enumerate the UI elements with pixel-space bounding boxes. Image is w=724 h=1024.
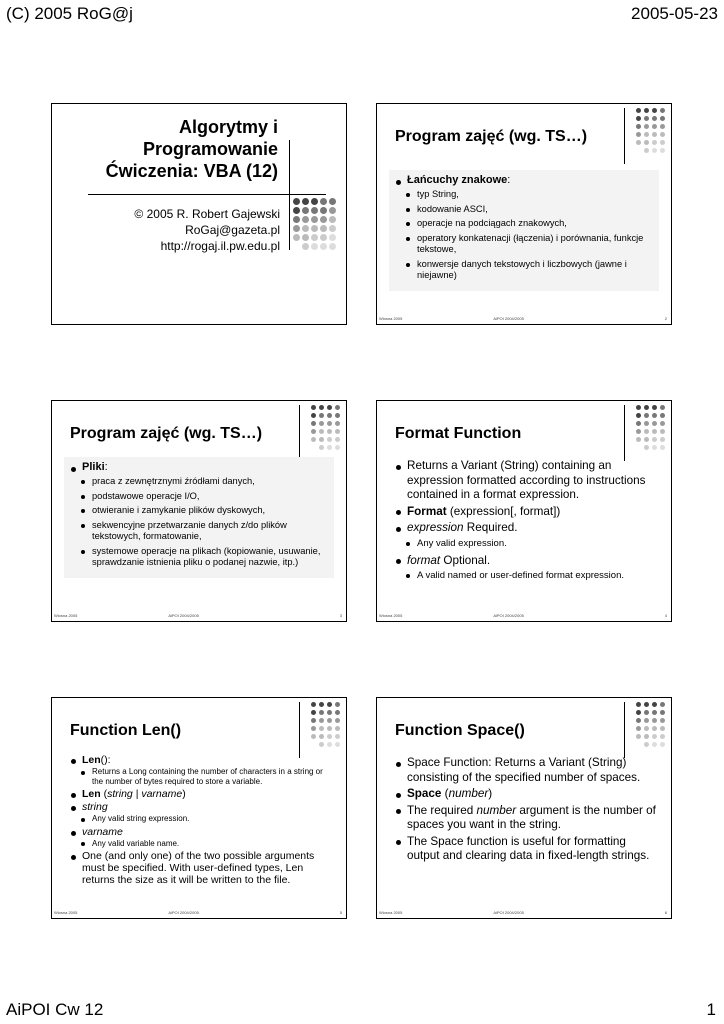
divider: [88, 194, 326, 195]
dot: [644, 116, 649, 121]
dot: [327, 726, 332, 731]
decorative-dots: [636, 702, 665, 747]
dot: [660, 726, 665, 731]
dot: [335, 718, 340, 723]
bullet: The Space function is useful for formatting output and clearing data in fixed-length strings.: [395, 835, 657, 864]
dot: [320, 216, 327, 223]
dot: [327, 429, 332, 434]
dot: [302, 216, 309, 223]
dot: [644, 445, 649, 450]
sub-bullet: typ String,: [405, 189, 653, 201]
dot: [636, 437, 641, 442]
dot: [636, 718, 641, 723]
dot: [636, 445, 641, 450]
dot: [652, 116, 657, 121]
dot: [644, 148, 649, 153]
dot: [319, 429, 324, 434]
bullet-panel: [389, 170, 659, 291]
decorative-dots: [636, 108, 665, 153]
dot: [636, 140, 641, 145]
divider: [624, 702, 625, 758]
bullet: Space (number): [395, 787, 657, 802]
dot: [660, 108, 665, 113]
dot: [660, 413, 665, 418]
dot: [311, 437, 316, 442]
slide-footer: Wiosna 2005 AiPOI 2004/2005 2: [379, 316, 667, 321]
dot: [319, 421, 324, 426]
dot: [335, 413, 340, 418]
page-header-left: (C) 2005 RoG@j: [6, 4, 133, 23]
dot: [319, 742, 324, 747]
divider: [299, 405, 300, 461]
dot: [652, 124, 657, 129]
dot: [327, 742, 332, 747]
dot: [335, 405, 340, 410]
dot: [644, 710, 649, 715]
dot: [311, 710, 316, 715]
dot: [652, 413, 657, 418]
dot: [644, 140, 649, 145]
dot: [660, 445, 665, 450]
dot: [302, 234, 309, 241]
dot: [636, 726, 641, 731]
dot: [636, 421, 641, 426]
dot: [302, 198, 309, 205]
slide-1: [51, 103, 347, 325]
dot: [293, 207, 300, 214]
bullet: The required number argument is the number of spaces you want in the string.: [395, 804, 657, 833]
dot: [644, 734, 649, 739]
dot: [636, 124, 641, 129]
page-header-date: 2005-05-23: [631, 4, 718, 23]
dot: [636, 702, 641, 707]
dot: [302, 243, 309, 250]
dot: [660, 429, 665, 434]
sub-bullet: Any valid expression.: [405, 538, 657, 550]
dot: [293, 198, 300, 205]
dot: [652, 445, 657, 450]
dot: [311, 225, 318, 232]
bullet: string: [70, 801, 332, 813]
dot: [644, 124, 649, 129]
dot: [652, 718, 657, 723]
dot: [335, 742, 340, 747]
dot: [293, 243, 300, 250]
divider: [299, 702, 300, 758]
dot: [636, 734, 641, 739]
sub-bullet: praca z zewnętrznymi źródłami danych,: [80, 476, 328, 488]
bullet-panel: [64, 457, 334, 578]
dot: [652, 108, 657, 113]
dot: [636, 132, 641, 137]
dot: [636, 429, 641, 434]
bullet: One (and only one) of the two possible arguments must be specified. With user-defined types, Len returns the size as it will be written to the file.: [70, 850, 332, 886]
title-line: Ćwiczenia: VBA (12): [105, 161, 278, 181]
divider: [289, 140, 290, 250]
bullet: Łańcuchy znakowe:: [395, 174, 653, 187]
dot: [311, 429, 316, 434]
dot: [311, 734, 316, 739]
dot: [660, 140, 665, 145]
dot: [652, 132, 657, 137]
dot: [327, 718, 332, 723]
dot: [644, 726, 649, 731]
dot: [311, 198, 318, 205]
slide-2: [376, 103, 672, 325]
slide-5: [51, 697, 347, 919]
dot: [660, 742, 665, 747]
dot: [660, 702, 665, 707]
slide-footer: Wiosna 2005 AiPOI 2004/2005 4: [379, 613, 667, 618]
dot: [327, 734, 332, 739]
bullet: format Optional.: [395, 554, 657, 569]
dot: [636, 405, 641, 410]
sub-bullet: Returns a Long containing the number of characters in a string or the number of bytes required to store a variable.: [80, 767, 332, 786]
dot: [644, 132, 649, 137]
sub-bullet: podstawowe operacje I/O,: [80, 491, 328, 503]
dot: [311, 421, 316, 426]
dot: [644, 437, 649, 442]
dot: [311, 742, 316, 747]
dot: [327, 405, 332, 410]
sub-bullet: konwersje danych tekstowych i liczbowych (jawne i niejawne): [405, 259, 653, 282]
bullet: varname: [70, 826, 332, 838]
dot: [636, 413, 641, 418]
dot: [311, 718, 316, 723]
dot: [335, 710, 340, 715]
dot: [636, 710, 641, 715]
dot: [644, 421, 649, 426]
dot: [329, 243, 336, 250]
slide-footer: Wiosna 2005 AiPOI 2004/2005 6: [379, 910, 667, 915]
slide-title: Function Space(): [395, 722, 525, 739]
dot: [636, 116, 641, 121]
dot: [302, 225, 309, 232]
dot: [652, 702, 657, 707]
dot: [329, 234, 336, 241]
dot: [311, 726, 316, 731]
dot: [335, 734, 340, 739]
sub-bullet: otwieranie i zamykanie plików dyskowych,: [80, 505, 328, 517]
dot: [335, 429, 340, 434]
bullet: Returns a Variant (String) containing an expression formatted according to instructions contained in a format expression.: [395, 459, 657, 503]
dot: [327, 445, 332, 450]
dot: [311, 234, 318, 241]
sub-bullet: sekwencyjne przetwarzanie danych z/do plików tekstowych, formatowanie,: [80, 520, 328, 543]
dot: [652, 421, 657, 426]
slide-title: [106, 116, 278, 182]
sub-bullet: operacje na podciągach znakowych,: [405, 218, 653, 230]
dot: [660, 710, 665, 715]
dot: [319, 734, 324, 739]
dot: [329, 225, 336, 232]
dot: [319, 710, 324, 715]
dot: [319, 413, 324, 418]
dot: [660, 132, 665, 137]
copyright-line: © 2005 R. Robert Gajewski: [134, 207, 280, 221]
dot: [636, 148, 641, 153]
sub-bullet: operatory konkatenacji (łączenia) i porównania, funkcje tekstowe,: [405, 233, 653, 256]
dot: [660, 718, 665, 723]
url-line: http://rogaj.il.pw.edu.pl: [160, 239, 280, 253]
dot: [319, 405, 324, 410]
dot: [319, 437, 324, 442]
dot: [652, 148, 657, 153]
dot: [319, 445, 324, 450]
dot: [293, 234, 300, 241]
dot: [652, 437, 657, 442]
dot: [329, 216, 336, 223]
dot: [335, 702, 340, 707]
dot: [311, 243, 318, 250]
bullet: Space Function: Returns a Variant (String) consisting of the specified number of spaces.: [395, 756, 657, 785]
dot: [652, 429, 657, 434]
dot: [644, 742, 649, 747]
dot: [644, 405, 649, 410]
slide-title: Program zajęć (wg. TS…): [395, 128, 588, 145]
dot: [320, 243, 327, 250]
dot: [319, 702, 324, 707]
dot: [335, 726, 340, 731]
sub-bullet: systemowe operacje na plikach (kopiowanie, usuwanie, sprawdzanie istnienia pliku o podanej nazwie, itp.): [80, 546, 328, 569]
dot: [652, 405, 657, 410]
dot: [320, 225, 327, 232]
bullet: Pliki:: [70, 461, 328, 474]
page-number: 1: [706, 1000, 716, 1019]
dot: [327, 702, 332, 707]
dot: [652, 140, 657, 145]
sub-bullet: Any valid string expression.: [80, 814, 332, 824]
dot: [660, 116, 665, 121]
slide-title: Format Function: [395, 425, 522, 442]
dot: [311, 207, 318, 214]
dot: [293, 216, 300, 223]
sub-bullet: A valid named or user-defined format expression.: [405, 570, 657, 582]
dot: [660, 124, 665, 129]
dot: [329, 207, 336, 214]
dot: [311, 413, 316, 418]
dot: [652, 726, 657, 731]
dot: [335, 437, 340, 442]
dot: [311, 216, 318, 223]
dot: [327, 437, 332, 442]
dot: [319, 726, 324, 731]
bullet-list: [395, 756, 657, 866]
dot: [644, 718, 649, 723]
bullet: expression Required.: [395, 521, 657, 536]
dot: [652, 742, 657, 747]
page-footer-left: AiPOI Cw 12: [6, 1000, 104, 1019]
dot: [319, 718, 324, 723]
dot: [327, 413, 332, 418]
dot: [293, 225, 300, 232]
slide-footer: Wiosna 2005 AiPOI 2004/2005 5: [54, 910, 342, 915]
dot: [320, 234, 327, 241]
dot: [329, 198, 336, 205]
dot: [644, 108, 649, 113]
divider: [624, 405, 625, 461]
dot: [660, 148, 665, 153]
dot: [636, 742, 641, 747]
dot: [327, 710, 332, 715]
slide-6: [376, 697, 672, 919]
dot: [652, 734, 657, 739]
author-block: [134, 206, 280, 254]
dot: [327, 421, 332, 426]
bullet: Len (string | varname): [70, 788, 332, 800]
dot: [302, 207, 309, 214]
bullet-list: [70, 754, 332, 887]
dot: [320, 207, 327, 214]
dot: [311, 702, 316, 707]
dot: [660, 405, 665, 410]
dot: [320, 198, 327, 205]
bullet: Format (expression[, format]): [395, 505, 657, 520]
dot: [652, 710, 657, 715]
dot: [660, 421, 665, 426]
title-line: Programowanie: [142, 139, 278, 159]
dot: [636, 108, 641, 113]
sub-bullet: kodowanie ASCI,: [405, 204, 653, 216]
email-line: RoGaj@gazeta.pl: [185, 223, 280, 237]
dot: [644, 429, 649, 434]
dot: [335, 421, 340, 426]
slide-title: Program zajęć (wg. TS…): [70, 425, 263, 442]
decorative-dots: [311, 405, 340, 450]
dot: [660, 734, 665, 739]
dot: [335, 445, 340, 450]
dot: [311, 405, 316, 410]
decorative-dots: [311, 702, 340, 747]
slide-footer: Wiosna 2005 AiPOI 2004/2005 3: [54, 613, 342, 618]
decorative-dots: [293, 198, 336, 250]
sub-bullet: Any valid variable name.: [80, 839, 332, 849]
bullet-list: [395, 459, 657, 586]
dot: [644, 702, 649, 707]
title-line: Algorytmy i: [178, 117, 278, 137]
dot: [644, 413, 649, 418]
slide-3: [51, 400, 347, 622]
slide-title: Function Len(): [70, 722, 182, 739]
divider: [624, 108, 625, 164]
dot: [660, 437, 665, 442]
dot: [311, 445, 316, 450]
decorative-dots: [636, 405, 665, 450]
bullet: Len():: [70, 754, 332, 766]
slide-4: [376, 400, 672, 622]
